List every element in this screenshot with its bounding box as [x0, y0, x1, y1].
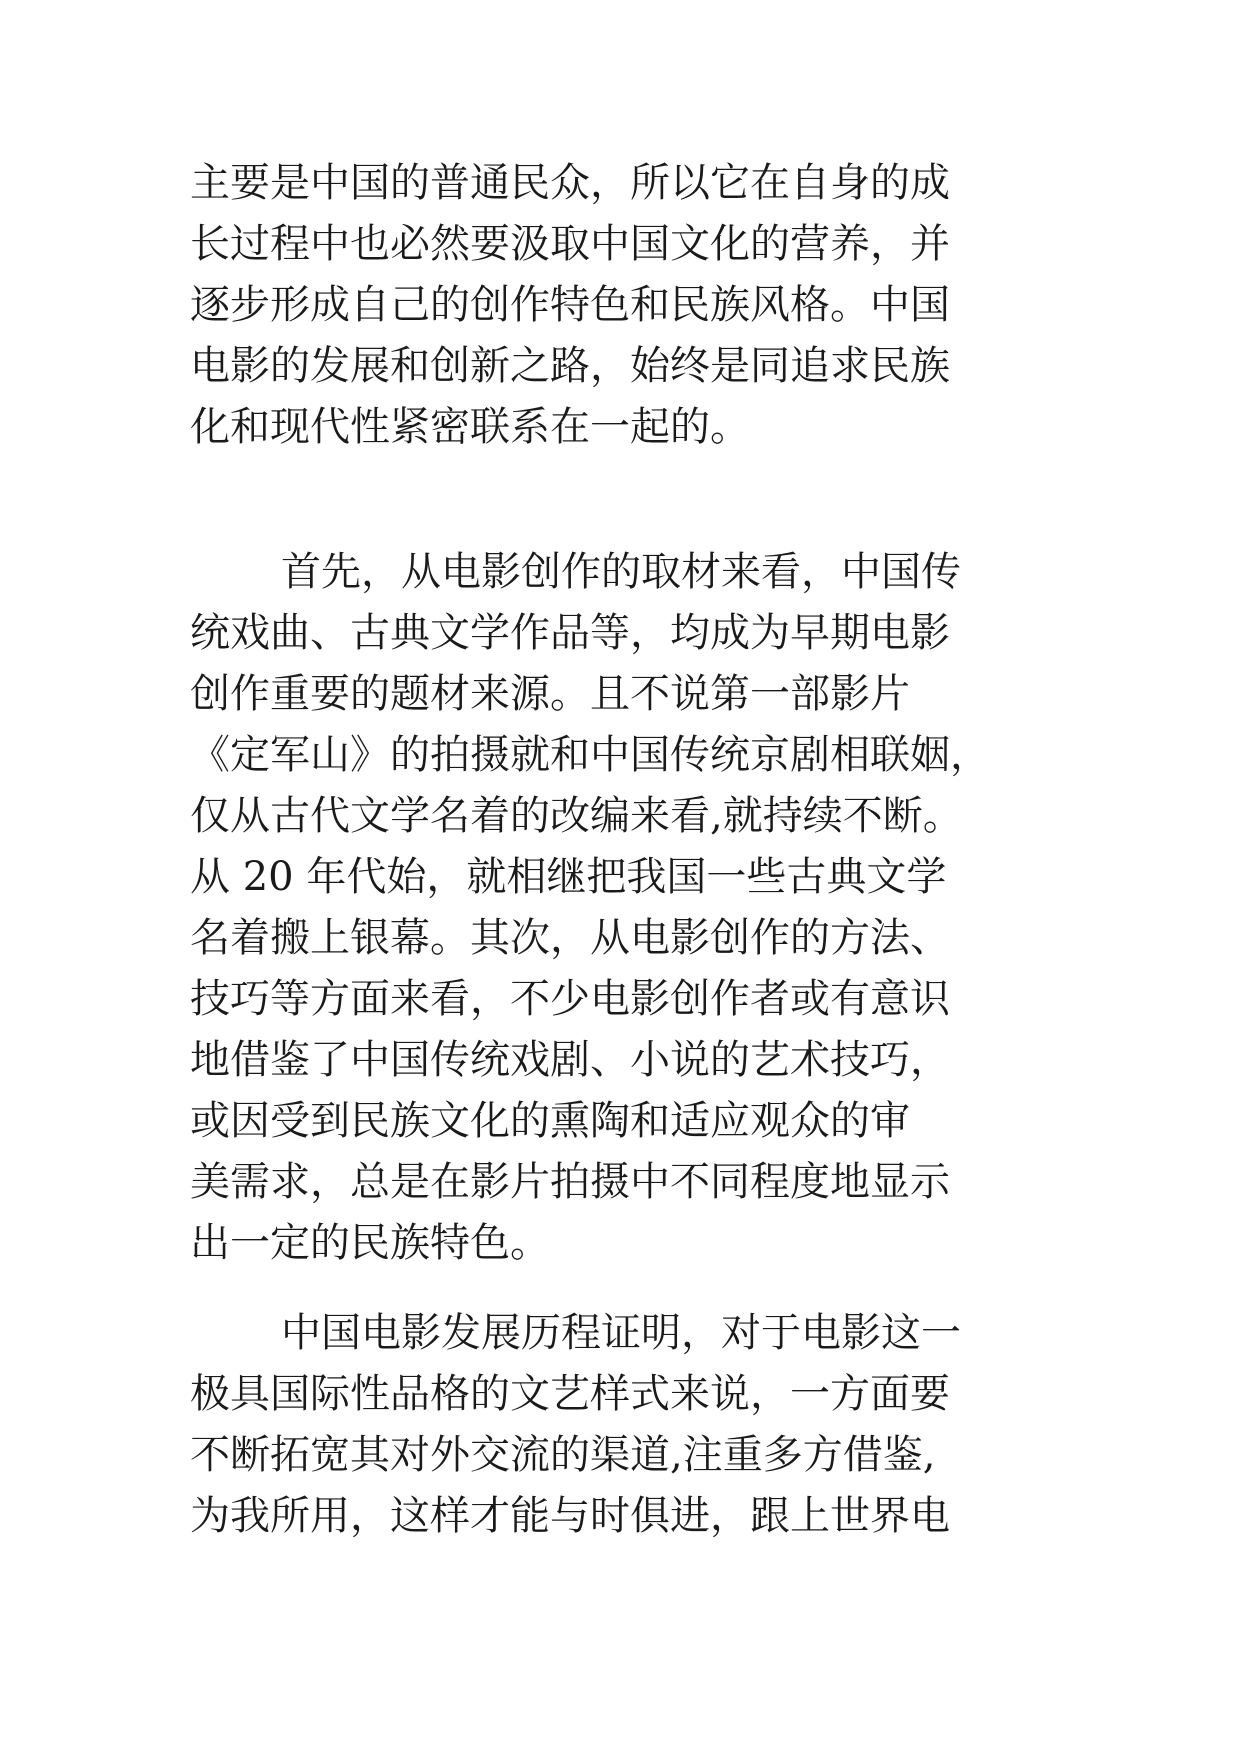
text-line: 不断拓宽其对外交流的渠道,注重多方借鉴, [190, 1432, 936, 1478]
text-line: 长过程中也必然要汲取中国文化的营养，并 [190, 221, 950, 267]
text-line: 地借鉴了中国传统戏剧、小说的艺术技巧， [190, 1037, 950, 1083]
text-line: 技巧等方面来看，不少电影创作者或有意识 [190, 976, 950, 1022]
paragraph-1 [190, 153, 1090, 458]
text-line: 化和现代性紧密联系在一起的。 [190, 404, 750, 450]
text-line: 主要是中国的普通民众，所以它在自身的成 [190, 160, 950, 206]
text-line: 创作重要的题材来源。且不说第一部影片 [190, 671, 910, 717]
text-line-indented: 中国电影发展历程证明，对于电影这一 [281, 1310, 961, 1356]
text-line: 电影的发展和创新之路，始终是同追求民族 [190, 343, 950, 389]
text-line: 名着搬上银幕。其次，从电影创作的方法、 [190, 915, 950, 961]
text-line: 出一定的民族特色。 [190, 1220, 550, 1266]
paragraph-2 [190, 542, 1090, 1274]
text-line-indented: 首先，从电影创作的取材来看，中国传 [281, 549, 961, 595]
text-line: 逐步形成自己的创作特色和民族风格。中国 [190, 282, 950, 328]
text-line: 极具国际性品格的文艺样式来说，一方面要 [190, 1371, 950, 1417]
text-line: 为我所用，这样才能与时俱进，跟上世界电 [190, 1493, 950, 1539]
text-line: 《定军山》的拍摄就和中国传统京剧相联姻， [190, 732, 990, 778]
text-line: 从 20 年代始，就相继把我国一些古典文学 [190, 854, 947, 900]
text-line: 统戏曲、古典文学作品等，均成为早期电影 [190, 610, 950, 656]
text-line: 美需求，总是在影片拍摄中不同程度地显示 [190, 1159, 950, 1205]
text-line: 仅从古代文学名着的改编来看,就持续不断。 [190, 793, 963, 839]
text-line: 或因受到民族文化的熏陶和适应观众的审 [190, 1098, 910, 1144]
paragraph-3 [190, 1303, 1090, 1547]
